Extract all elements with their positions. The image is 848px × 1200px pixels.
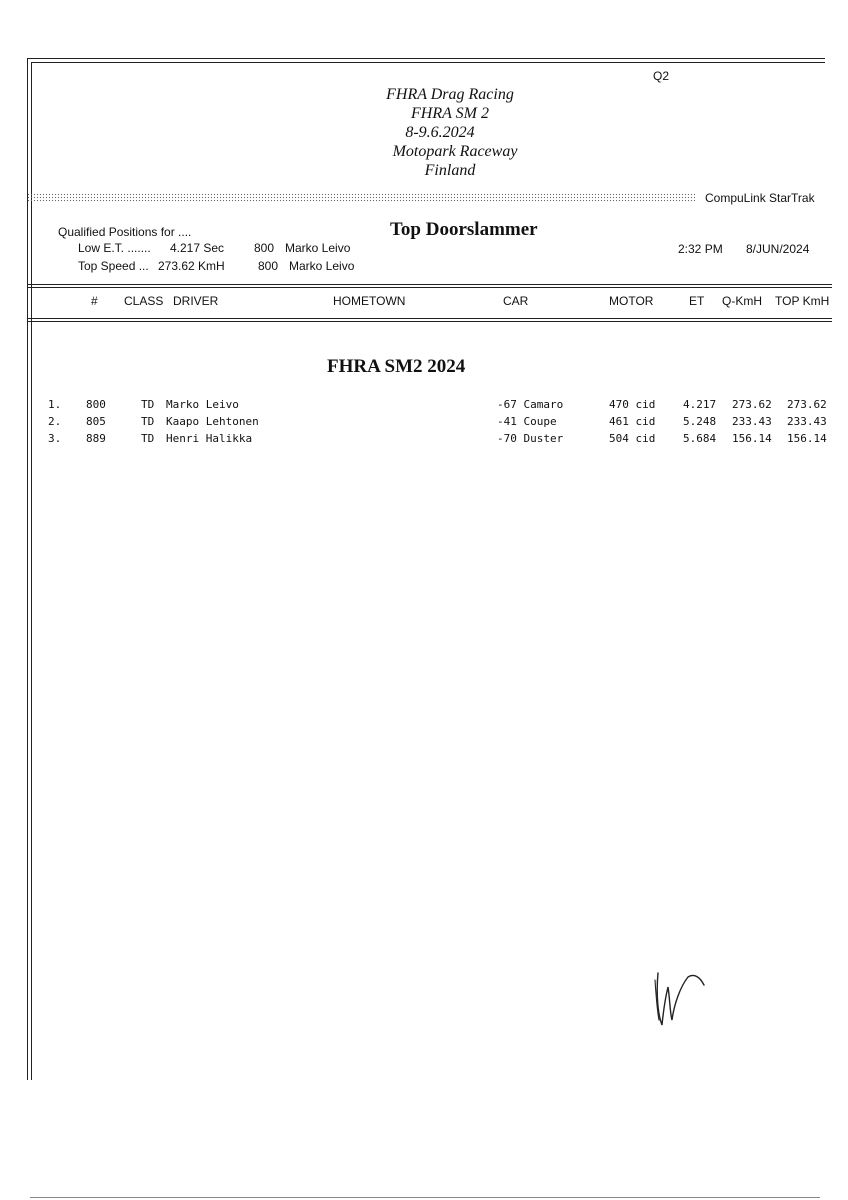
row-motor: 504 cid	[609, 432, 656, 445]
row-position: 1.	[48, 398, 62, 411]
row-car: -41 Coupe	[497, 415, 557, 428]
row-top-kmh: 233.43	[787, 415, 827, 428]
header-rule-top-1	[27, 284, 832, 285]
header-line-3: 8-9.6.2024	[405, 124, 475, 141]
frame-top-outer	[27, 58, 825, 59]
low-et-number: 800	[254, 241, 275, 255]
print-date: 8/JUN/2024	[746, 242, 810, 256]
row-motor: 461 cid	[609, 415, 656, 428]
row-number: 800	[86, 398, 106, 411]
row-number: 805	[86, 415, 106, 428]
low-et-driver: Marko Leivo	[285, 241, 351, 255]
header-rule-top-2	[27, 287, 832, 288]
top-speed-driver: Marko Leivo	[289, 259, 355, 273]
row-class: TD	[141, 432, 155, 445]
row-qkmh: 273.62	[732, 398, 772, 411]
col-number: #	[91, 294, 98, 308]
qualified-label: Qualified Positions for ....	[58, 225, 192, 239]
header-line-5: Finland	[424, 162, 476, 179]
header-rule-bottom-2	[27, 321, 832, 322]
header-rule-bottom-1	[27, 318, 832, 319]
top-speed-label: Top Speed ...	[78, 259, 149, 273]
row-number: 889	[86, 432, 106, 445]
low-et-label: Low E.T. .......	[78, 241, 151, 255]
signature-mark	[650, 965, 720, 1045]
col-hometown: HOMETOWN	[333, 294, 406, 308]
top-speed-value: 273.62 KmH	[158, 259, 225, 273]
header-line-4: Motopark Raceway	[392, 143, 518, 160]
event-header	[340, 85, 560, 180]
header-line-1: FHRA Drag Racing	[386, 86, 514, 103]
col-car: CAR	[503, 294, 529, 308]
row-top-kmh: 156.14	[787, 432, 827, 445]
header-line-2: FHRA SM 2	[411, 105, 489, 122]
row-et: 5.248	[683, 415, 717, 428]
row-class: TD	[141, 415, 155, 428]
row-et: 4.217	[683, 398, 717, 411]
frame-left-inner	[31, 62, 32, 1080]
row-position: 2.	[48, 415, 62, 428]
frame-top-inner	[31, 62, 825, 63]
col-motor: MOTOR	[609, 294, 654, 308]
row-car: -67 Camaro	[497, 398, 564, 411]
row-car: -70 Duster	[497, 432, 564, 445]
col-qkmh: Q-KmH	[722, 294, 762, 308]
bottom-edge-line	[30, 1197, 820, 1198]
sheet-code: Q2	[653, 69, 670, 83]
frame-left-outer	[27, 58, 28, 1080]
col-et: ET	[689, 294, 705, 308]
row-qkmh: 156.14	[732, 432, 772, 445]
row-class: TD	[141, 398, 155, 411]
row-driver: Kaapo Lehtonen	[166, 415, 259, 428]
col-driver: DRIVER	[173, 294, 219, 308]
dotted-separator	[27, 193, 695, 202]
row-motor: 470 cid	[609, 398, 656, 411]
system-label: CompuLink StarTrak	[705, 191, 815, 205]
row-et: 5.684	[683, 432, 717, 445]
class-title: Top Doorslammer	[390, 219, 538, 240]
row-qkmh: 233.43	[732, 415, 772, 428]
col-top-kmh: TOP KmH	[775, 294, 830, 308]
print-time: 2:32 PM	[678, 242, 723, 256]
low-et-value: 4.217 Sec	[170, 241, 225, 255]
event-title: FHRA SM2 2024	[327, 356, 466, 377]
row-driver: Marko Leivo	[166, 398, 239, 411]
row-driver: Henri Halikka	[166, 432, 253, 445]
row-top-kmh: 273.62	[787, 398, 827, 411]
row-position: 3.	[48, 432, 62, 445]
col-class: CLASS	[124, 294, 164, 308]
top-speed-number: 800	[258, 259, 279, 273]
